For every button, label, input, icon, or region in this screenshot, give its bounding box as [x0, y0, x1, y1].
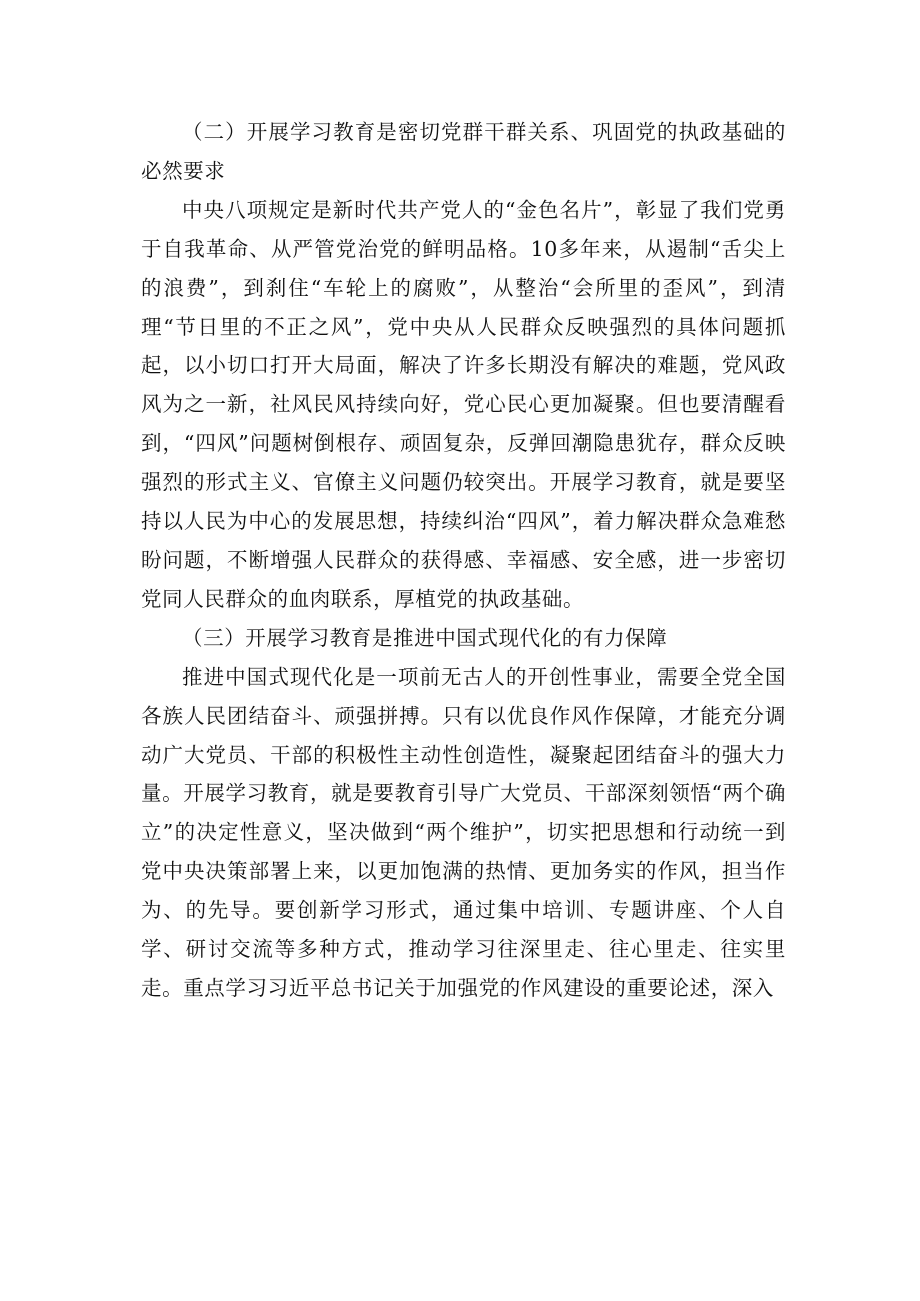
section-heading-3: （三）开展学习教育是推进中国式现代化的有力保障 [182, 625, 668, 650]
section-heading-2: （二）开展学习教育是密切党群干群关系、巩固党的执政基础的必然要求 [141, 120, 786, 183]
section-paragraph-3: 推进中国式现代化是一项前无古人的开创性事业，需要全党全国各族人民团结奋斗、顽强拼搏。只有以优良作风作保障，才能充分调动广大党员、干部的积极性主动性创造性，凝聚起团结奋斗的强大力量。开展学习教育，就是要教育引导广大党员、干部深刻领悟“两个确立”的决定性意义，坚决做到“两个维护”，切实把思想和行动统一到党中央决策部署上来，以更加饱满的热情、更加务实的作风，担当作为、的先导。要创新学习形式，通过集中培训、专题讲座、个人自学、研讨交流等多种方式，推动学习往深里走、往心里走、往实里走。重点学习习近平总书记关于加强党的作风建设的重要论述，深入 [141, 664, 786, 1000]
section-paragraph-2: 中央八项规定是新时代共产党人的“金色名片”，彰显了我们党勇于自我革命、从严管党治党的鲜明品格。10多年来，从遏制“舌尖上的浪费”，到刹住“车轮上的腐败”，从整治“会所里的歪风”，到清理“节日里的不正之风”，党中央从人民群众反映强烈的具体问题抓起，以小切口打开大局面，解决了许多长期没有解决的难题，党风政风为之一新，社风民风持续向好，党心民心更加凝聚。但也要清醒看到，“四风”问题树倒根存、顽固复杂，反弹回潮隐患犹存，群众反映强烈的形式主义、官僚主义问题仍较突出。开展学习教育，就是要坚持以人民为中心的发展思想，持续纠治“四风”，着力解决群众急难愁盼问题，不断增强人民群众的获得感、幸福感、安全感，进一步密切党同人民群众的血肉联系，厚植党的执政基础。 [141, 197, 786, 611]
document-body [141, 113, 786, 1008]
